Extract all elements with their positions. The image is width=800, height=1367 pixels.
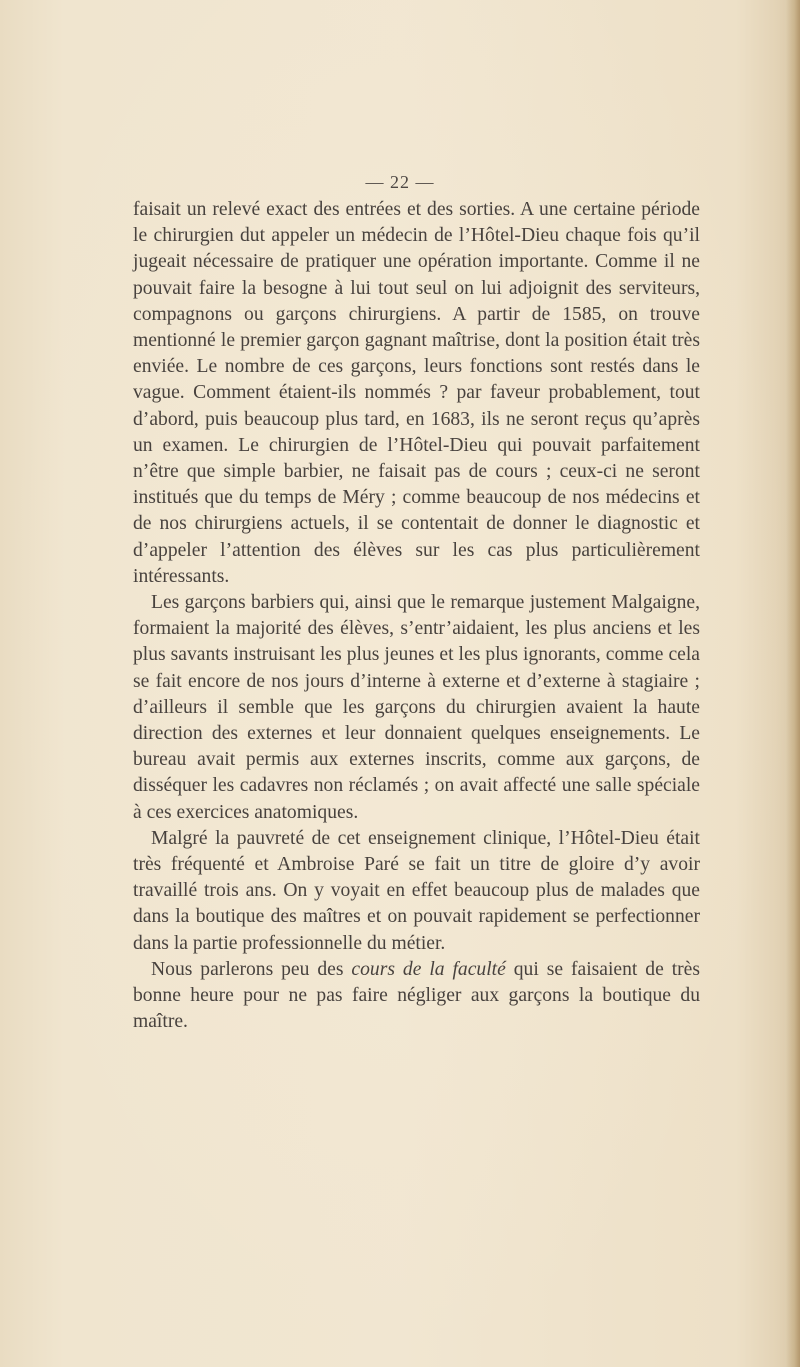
paragraph: [133, 197, 700, 590]
paragraph-text: Les garçons barbiers qui, ainsi que le remarque justement Malgaigne, formaient la majorité des élèves, s’entr’aidaient, les plus anciens et les plus savants instruisant les plus jeunes et les plus ignorants, comme cela se fait encore de nos jours d’interne à externe et d’externe à stagiaire ; d’ailleurs il semble que les garçons du chirurgien avaient la haute direction des externes et leur donnaient quelques enseignements. Le bureau avait permis aux externes inscrits, comme aux garçons, de disséquer les cadavres non réclamés ; on avait affecté une salle spéciale à ces exercices anatomiques.: [133, 592, 700, 823]
paragraph: [133, 590, 700, 826]
paragraph-text: faisait un relevé exact des entrées et des sorties. A une certaine période le chirurgien dut appeler un médecin de l’Hôtel-Dieu chaque fois qu’il jugeait nécessaire de pratiquer une opération importante. Comme il ne pouvait faire la besogne à lui tout seul on lui adjoignit des serviteurs, compagnons ou garçons chirurgiens. A partir de 1585, on trouve mentionné le premier garçon gagnant maîtrise, dont la position était très enviée. Le nombre de ces garçons, leurs fonctions sont restés dans le vague. Comment étaient-ils nommés ? par faveur probablement, tout d’abord, puis beaucoup plus tard, en 1683, ils ne seront reçus qu’après un examen. Le chirurgien de l’Hôtel-Dieu qui pouvait parfaitement n’être que simple barbier, ne faisait pas de cours ; ceux-ci ne seront institués que du temps de Méry ; comme beaucoup de nos médecins et de nos chirurgiens actuels, il se contentait de donner le diagnostic et d’appeler l’attention des élèves sur les cas plus particulièrement intéressants.: [133, 199, 700, 587]
paragraph: [133, 957, 700, 1036]
page-number: — 22 —: [365, 172, 435, 192]
body-text: [133, 197, 700, 1036]
paragraph-text: qui se faisaient de très bonne heure pour ne pas faire négliger aux garçons la boutique du maître.: [133, 958, 700, 1033]
paragraph-text: Malgré la pauvreté de cet enseignement clinique, l’Hôtel-Dieu était très fréquenté et Ambroise Paré se fait un titre de gloire d’y avoir travaillé trois ans. On y voyait en effet beaucoup plus de malades que dans la boutique des maîtres et on pouvait rapidement se perfectionner dans la partie professionnelle du métier.: [133, 827, 700, 954]
paragraph: [133, 826, 700, 957]
italic-title: cours de la faculté: [351, 958, 506, 980]
page-edge: [786, 0, 800, 1367]
paragraph-text: Nous parlerons peu des: [151, 958, 352, 980]
